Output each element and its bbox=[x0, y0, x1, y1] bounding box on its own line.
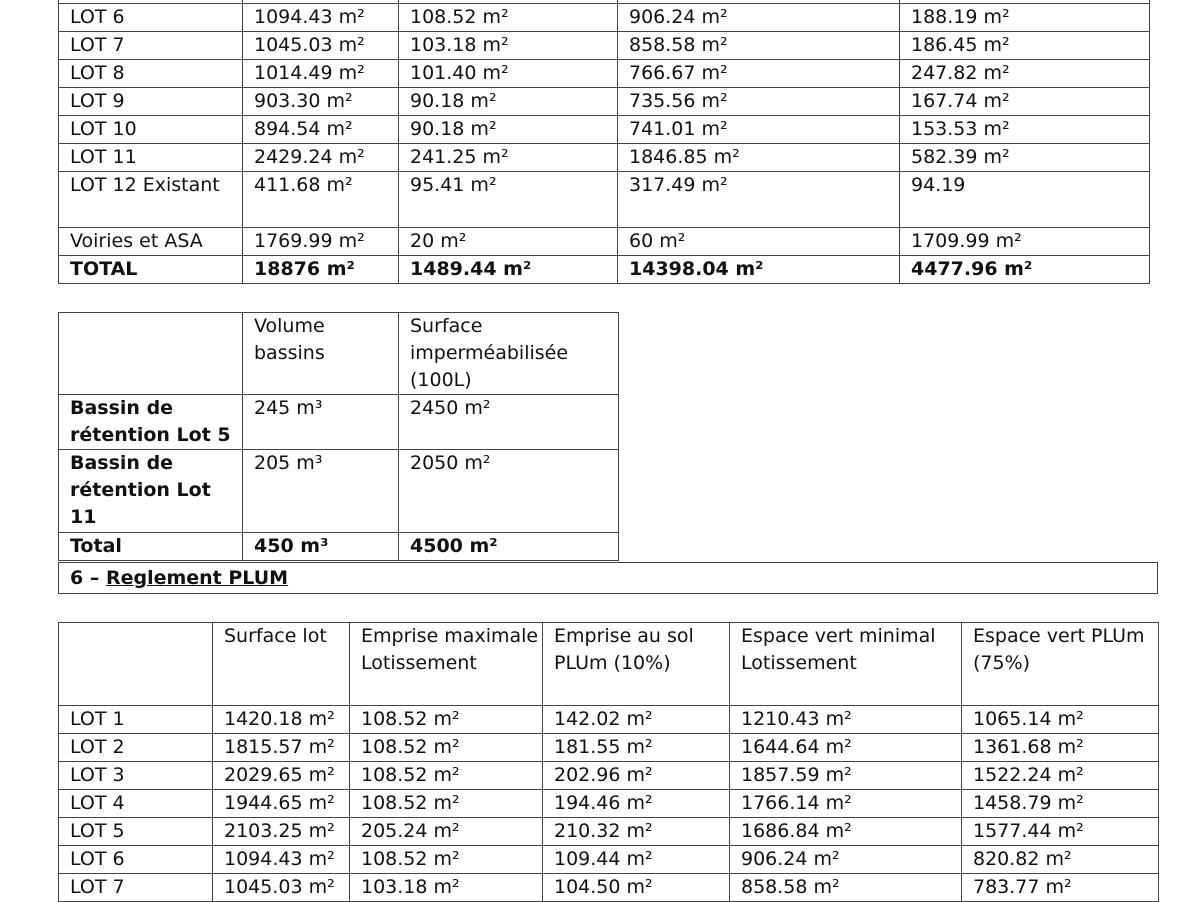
table-cell: 1210.43 m² bbox=[730, 706, 962, 734]
table-row bbox=[59, 818, 1159, 846]
table-row bbox=[59, 88, 1150, 116]
table-cell: 820.82 m² bbox=[962, 846, 1159, 874]
total-cell: 450 m³ bbox=[243, 533, 399, 561]
header-cell: Surface lot bbox=[213, 623, 350, 706]
table-cell: 1458.79 m² bbox=[962, 790, 1159, 818]
table-cell: 108.52 m² bbox=[350, 762, 543, 790]
table-cell: 906.24 m² bbox=[618, 4, 900, 32]
table-cell: 1709.99 m² bbox=[900, 228, 1150, 256]
table-cell: 103.18 m² bbox=[350, 874, 543, 902]
table-cell: 108.52 m² bbox=[350, 846, 543, 874]
row-label: LOT 12 Existant bbox=[59, 172, 243, 228]
row-label: Bassin de rétention Lot 5 bbox=[59, 395, 243, 450]
table-cell: 317.49 m² bbox=[618, 172, 900, 228]
table-row bbox=[59, 228, 1150, 256]
table-cell: 205 m³ bbox=[243, 450, 399, 533]
table-header-row bbox=[59, 623, 1159, 706]
table-cell: 2029.65 m² bbox=[213, 762, 350, 790]
table-cell: 735.56 m² bbox=[618, 88, 900, 116]
header-cell bbox=[59, 623, 213, 706]
table-cell: 20 m² bbox=[399, 228, 618, 256]
table-cell: 186.45 m² bbox=[900, 32, 1150, 60]
table-cell: 205.24 m² bbox=[350, 818, 543, 846]
row-label: LOT 3 bbox=[59, 762, 213, 790]
table-total-row bbox=[59, 256, 1150, 284]
table-cell: 1420.18 m² bbox=[213, 706, 350, 734]
table-cell: 1766.14 m² bbox=[730, 790, 962, 818]
table-cell: 153.53 m² bbox=[900, 116, 1150, 144]
table-cell: 108.52 m² bbox=[399, 4, 618, 32]
table-cell: 95.41 m² bbox=[399, 172, 618, 228]
section-title: Reglement PLUM bbox=[105, 567, 289, 589]
total-cell: 4477.96 m² bbox=[900, 256, 1150, 284]
table-cell: 241.25 m² bbox=[399, 144, 618, 172]
table-cell: 582.39 m² bbox=[900, 144, 1150, 172]
table-cell: 411.68 m² bbox=[243, 172, 399, 228]
table-cell: 741.01 m² bbox=[618, 116, 900, 144]
table-cell: 103.18 m² bbox=[399, 32, 618, 60]
plum-table bbox=[58, 622, 1159, 902]
table-cell: 1815.57 m² bbox=[213, 734, 350, 762]
table-cell: 894.54 m² bbox=[243, 116, 399, 144]
table-cell: 60 m² bbox=[618, 228, 900, 256]
table-cell: 101.40 m² bbox=[399, 60, 618, 88]
table-cell: 1644.64 m² bbox=[730, 734, 962, 762]
header-cell: Volume bassins bbox=[243, 313, 399, 395]
row-label: LOT 6 bbox=[59, 846, 213, 874]
total-cell: 4500 m² bbox=[399, 533, 619, 561]
table-cell: 906.24 m² bbox=[730, 846, 962, 874]
total-label: TOTAL bbox=[59, 256, 243, 284]
table-cell: 1065.14 m² bbox=[962, 706, 1159, 734]
table-cell: 202.96 m² bbox=[543, 762, 730, 790]
header-cell: Emprise au sol PLUm (10%) bbox=[543, 623, 730, 706]
table-cell: 2103.25 m² bbox=[213, 818, 350, 846]
row-label: LOT 11 bbox=[59, 144, 243, 172]
row-label: LOT 7 bbox=[59, 32, 243, 60]
total-label: Total bbox=[59, 533, 243, 561]
row-label: Bassin de rétention Lot 11 bbox=[59, 450, 243, 533]
table-cell: 1944.65 m² bbox=[213, 790, 350, 818]
section-number: 6 – bbox=[70, 567, 106, 589]
table-cell: 181.55 m² bbox=[543, 734, 730, 762]
table-row bbox=[59, 874, 1159, 902]
total-cell: 18876 m² bbox=[243, 256, 399, 284]
row-label: LOT 1 bbox=[59, 706, 213, 734]
table-cell: 1686.84 m² bbox=[730, 818, 962, 846]
bassins-table bbox=[58, 312, 619, 561]
table-header-row bbox=[59, 313, 619, 395]
table-cell: 108.52 m² bbox=[350, 706, 543, 734]
table-cell: 109.44 m² bbox=[543, 846, 730, 874]
row-label: LOT 8 bbox=[59, 60, 243, 88]
table-cell: 94.19 bbox=[900, 172, 1150, 228]
table-row bbox=[59, 4, 1150, 32]
table-cell: 142.02 m² bbox=[543, 706, 730, 734]
header-cell: Surface imperméabilisée (100L) bbox=[399, 313, 619, 395]
table-cell: 2450 m² bbox=[399, 395, 619, 450]
row-label: LOT 5 bbox=[59, 818, 213, 846]
header-cell: Emprise maximale Lotissement bbox=[350, 623, 543, 706]
row-label: LOT 4 bbox=[59, 790, 213, 818]
lots-surface-table bbox=[58, 0, 1150, 284]
table-cell: 1522.24 m² bbox=[962, 762, 1159, 790]
table-row bbox=[59, 706, 1159, 734]
table-row bbox=[59, 734, 1159, 762]
table-cell: 2050 m² bbox=[399, 450, 619, 533]
table-row bbox=[59, 395, 619, 450]
table-row bbox=[59, 762, 1159, 790]
table-cell: 108.52 m² bbox=[350, 734, 543, 762]
table-cell: 1769.99 m² bbox=[243, 228, 399, 256]
table-total-row bbox=[59, 533, 619, 561]
table-cell: 858.58 m² bbox=[618, 32, 900, 60]
table-row bbox=[59, 116, 1150, 144]
table-cell: 1094.43 m² bbox=[213, 846, 350, 874]
total-cell: 1489.44 m² bbox=[399, 256, 618, 284]
section-heading bbox=[58, 562, 1158, 594]
table-cell: 1361.68 m² bbox=[962, 734, 1159, 762]
table-row bbox=[59, 450, 619, 533]
table-cell: 247.82 m² bbox=[900, 60, 1150, 88]
table-cell: 108.52 m² bbox=[350, 790, 543, 818]
table-cell: 766.67 m² bbox=[618, 60, 900, 88]
table-cell: 188.19 m² bbox=[900, 4, 1150, 32]
row-label: LOT 2 bbox=[59, 734, 213, 762]
table-cell: 194.46 m² bbox=[543, 790, 730, 818]
table-cell: 2429.24 m² bbox=[243, 144, 399, 172]
table-cell: 1094.43 m² bbox=[243, 4, 399, 32]
table-cell: 104.50 m² bbox=[543, 874, 730, 902]
header-cell: Espace vert PLUm (75%) bbox=[962, 623, 1159, 706]
table-cell: 245 m³ bbox=[243, 395, 399, 450]
table-cell: 1014.49 m² bbox=[243, 60, 399, 88]
table-cell: 903.30 m² bbox=[243, 88, 399, 116]
row-label: LOT 9 bbox=[59, 88, 243, 116]
table-cell: 1857.59 m² bbox=[730, 762, 962, 790]
header-cell bbox=[59, 313, 243, 395]
table-cell: 210.32 m² bbox=[543, 818, 730, 846]
table-cell: 1045.03 m² bbox=[243, 32, 399, 60]
table-row bbox=[59, 846, 1159, 874]
table-cell: 783.77 m² bbox=[962, 874, 1159, 902]
table-row bbox=[59, 60, 1150, 88]
table-cell: 90.18 m² bbox=[399, 116, 618, 144]
header-cell: Espace vert minimal Lotissement bbox=[730, 623, 962, 706]
table-cell: 1577.44 m² bbox=[962, 818, 1159, 846]
row-label: LOT 6 bbox=[59, 4, 243, 32]
table-row bbox=[59, 172, 1150, 228]
table-cell: 90.18 m² bbox=[399, 88, 618, 116]
total-cell: 14398.04 m² bbox=[618, 256, 900, 284]
table-row bbox=[59, 32, 1150, 60]
table-row bbox=[59, 790, 1159, 818]
table-cell: 858.58 m² bbox=[730, 874, 962, 902]
table-cell: 1045.03 m² bbox=[213, 874, 350, 902]
row-label: LOT 10 bbox=[59, 116, 243, 144]
table-cell: 1846.85 m² bbox=[618, 144, 900, 172]
table-cell: 167.74 m² bbox=[900, 88, 1150, 116]
row-label: LOT 7 bbox=[59, 874, 213, 902]
table-row bbox=[59, 144, 1150, 172]
row-label: Voiries et ASA bbox=[59, 228, 243, 256]
